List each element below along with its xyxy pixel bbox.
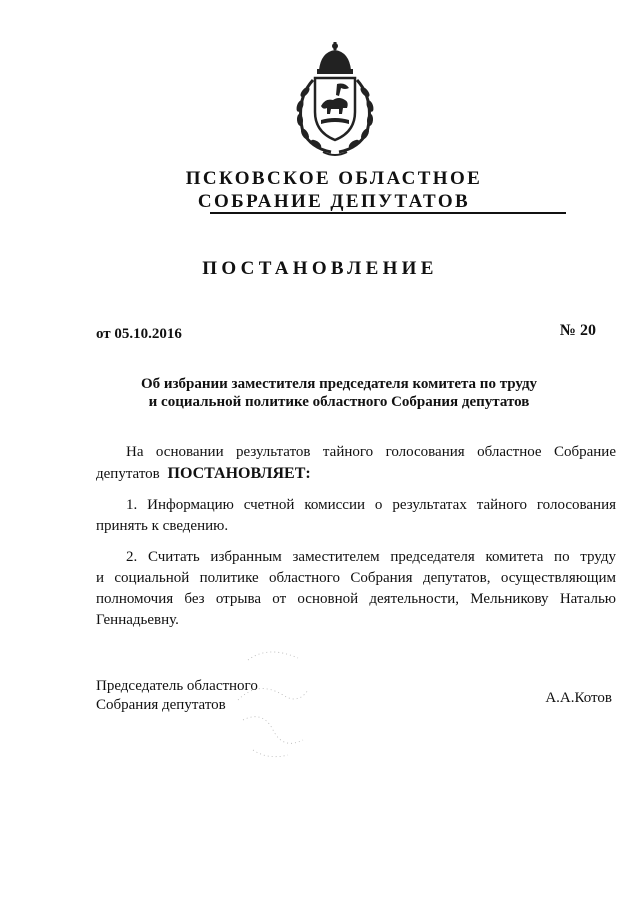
organization-name-line1: ПСКОВСКОЕ ОБЛАСТНОЕ (185, 168, 483, 189)
signatory-name: А.А.Котов (545, 690, 612, 706)
item2-line4: Геннадьевну. (96, 612, 179, 628)
decision-keyword: ПОСТАНОВЛЯЕТ: (167, 465, 311, 482)
item2-line1: 2. Считать избранным заместителем председателя комитета по труду (126, 549, 616, 565)
item2-line3: полномочия без отрыва от основной деятельности, Мельникову Наталью (96, 591, 616, 607)
coat-of-arms-icon (285, 40, 385, 160)
header-rule (210, 212, 566, 214)
subject-line2: и социальной политике областного Собрания депутатов (148, 394, 530, 410)
signature-stamp (228, 640, 318, 770)
signatory-position-line1: Председатель областного (96, 678, 258, 694)
organization-name-line2: СОБРАНИЕ ДЕПУТАТОВ (197, 191, 471, 212)
intro-line1: На основании результатов тайного голосования областное Собрание (126, 444, 616, 460)
signatory-position-line2: Собрания депутатов (96, 697, 226, 713)
document-type: ПОСТАНОВЛЕНИЕ (202, 258, 438, 279)
document-number: № 20 (559, 322, 596, 339)
item2-line2: и социальной политике областного Собрания депутатов, осуществляющим (96, 570, 616, 586)
intro-line2 (96, 465, 311, 483)
item1-line2: принять к сведению. (96, 518, 229, 534)
document-date: от 05.10.2016 (96, 326, 182, 342)
item1-line1: 1. Информацию счетной комиссии о результатах тайного голосования (126, 497, 616, 513)
intro-line2-text: депутатов (96, 466, 160, 482)
subject-line1: Об избрании заместителя председателя комитета по труду (140, 376, 538, 392)
